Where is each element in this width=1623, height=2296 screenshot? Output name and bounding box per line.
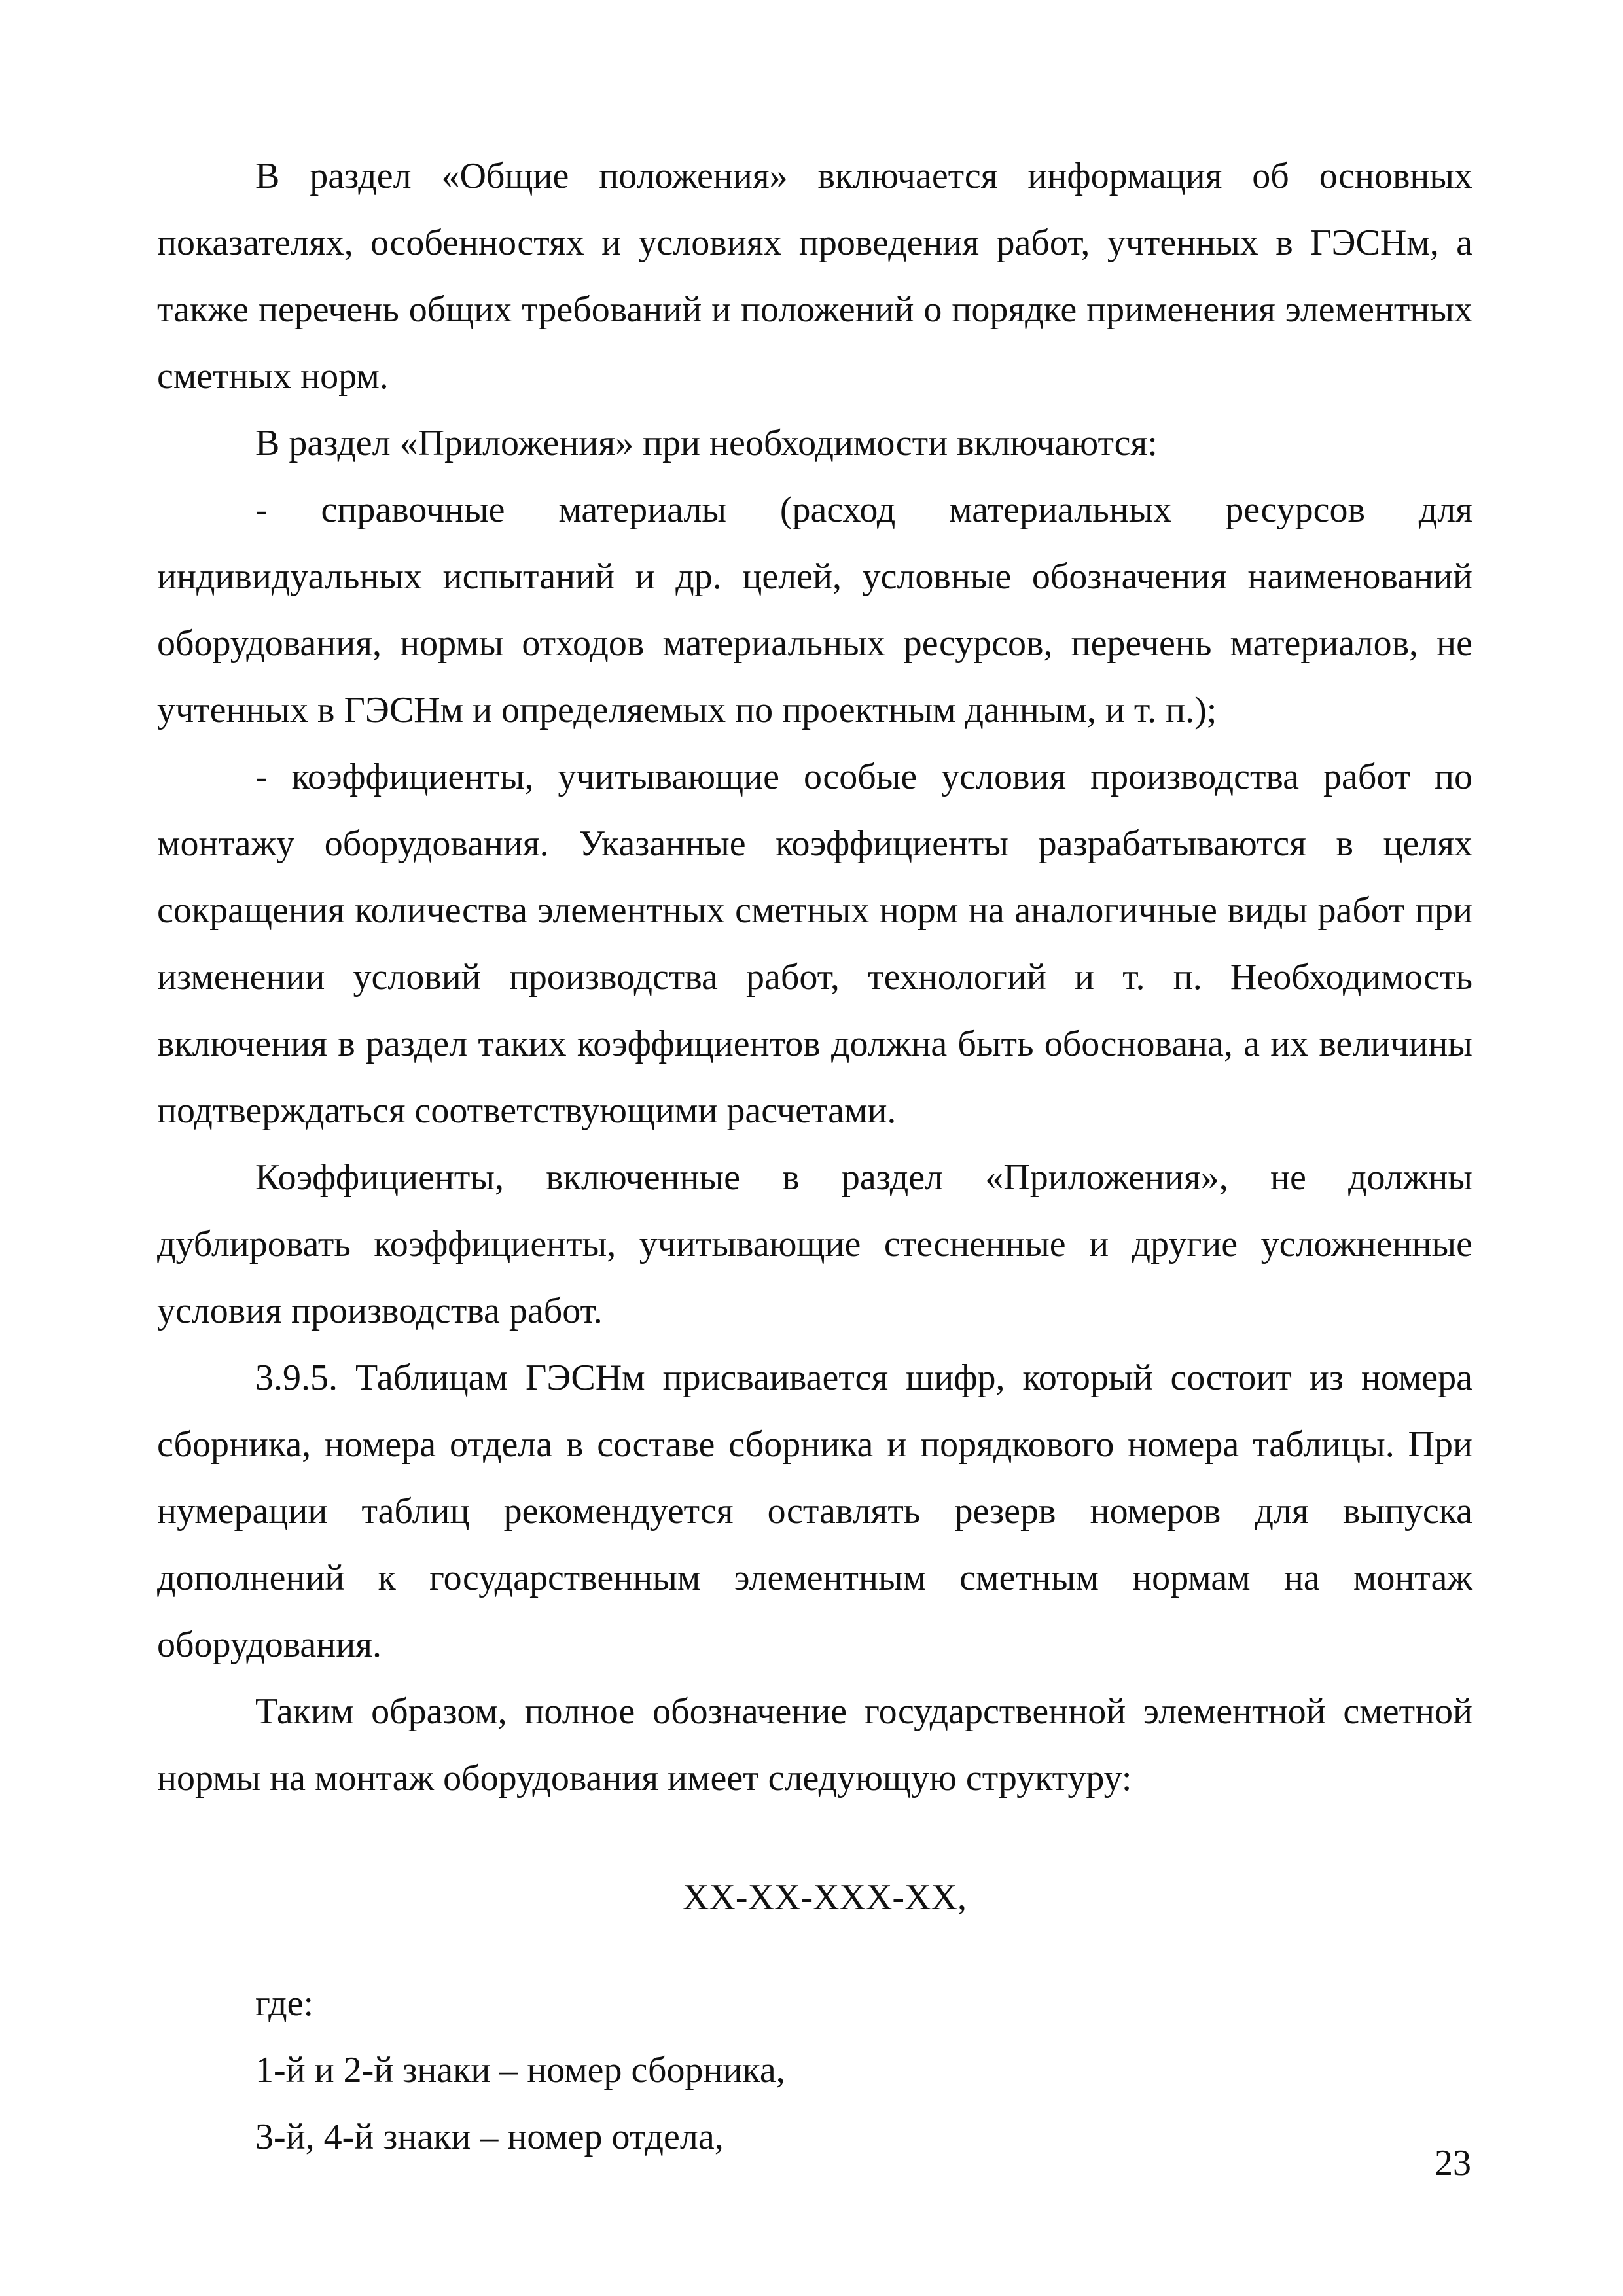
code-structure-formula: ХХ-ХХ-ХХХ-ХХ, xyxy=(683,1877,967,1918)
paragraph-appendices-intro: В раздел «Приложения» при необходимости включаются: xyxy=(255,423,1158,463)
list-item-coefficients: - коэффициенты, учитывающие особые условия производства работ по монтажу оборудования. Указанные коэффициенты разрабатываются в целях сокращения количества элементных сметных норм на аналогичные виды работ при изменении условий производства работ, технологий и т. п. Необходимость включения в раздел таких коэффициентов должна быть обоснована, а их величины подтверждаться соответствующими расчетами. xyxy=(157,757,1472,1131)
paragraph-coefficients-duplication: Коэффициенты, включенные в раздел «Приложения», не должны дублировать коэффициенты, учитывающие стесненные и другие усложненные условия производства работ. xyxy=(157,1157,1472,1331)
where-label: где: xyxy=(255,1983,314,2024)
paragraph-general-provisions: В раздел «Общие положения» включается информация об основных показателях, особенностях и условиях проведения работ, учтенных в ГЭСНм, а также перечень общих требований и положений о порядке применения элементных сметных норм. xyxy=(157,156,1472,397)
paragraph-section-3-9-5: 3.9.5. Таблицам ГЭСНм присваивается шифр, который состоит из номера сборника, номера отдела в составе сборника и порядкового номера таблицы. При нумерации таблиц рекомендуется оставлять резерв номеров для выпуска дополнений к государственным элементным сметным нормам на монтаж оборудования. xyxy=(157,1357,1472,1665)
definition-item: 1-й и 2-й знаки – номер сборника, xyxy=(255,2050,785,2090)
list-item-reference-materials: - справочные материалы (расход материальных ресурсов для индивидуальных испытаний и др. целей, условные обозначения наименований оборудования, нормы отходов материальных ресурсов, перечень материалов, не учтенных в ГЭСНм и определяемых по проектным данным, и т. п.); xyxy=(157,490,1472,730)
definition-item: 3-й, 4-й знаки – номер отдела, xyxy=(255,2117,724,2157)
paragraph-structure-intro: Таким образом, полное обозначение государственной элементной сметной нормы на монтаж оборудования имеет следующую структуру: xyxy=(157,1691,1472,1799)
page-number: 23 xyxy=(1435,2143,1471,2183)
page-body xyxy=(157,143,1472,2170)
